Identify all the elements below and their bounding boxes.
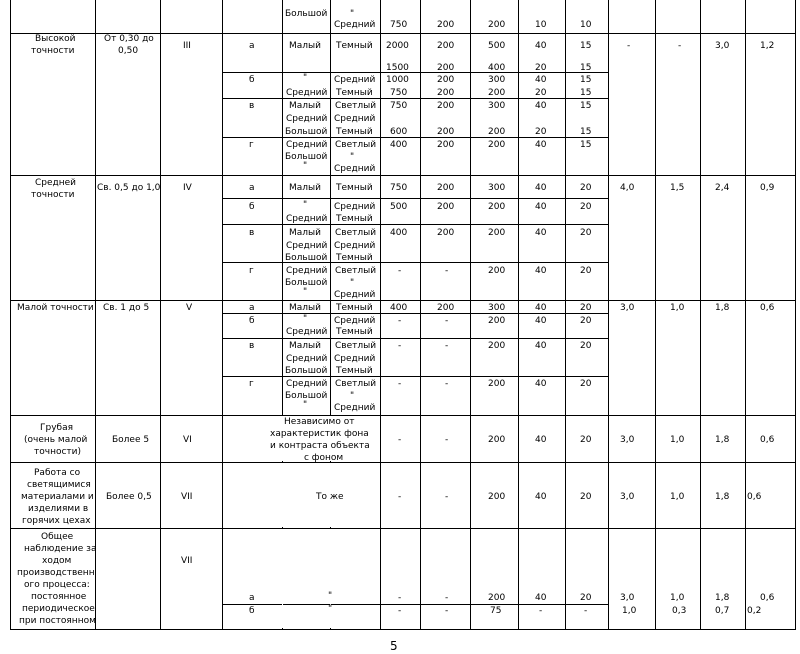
rule-h [10, 629, 796, 630]
table-cell-text: Средний [334, 354, 376, 364]
table-cell-text: 40 [535, 140, 547, 150]
table-cell-text: ого процесса: [24, 580, 90, 590]
rule-h [222, 313, 609, 314]
table-cell-text: 0,2 [747, 606, 762, 616]
table-cell-text: 40 [535, 183, 547, 193]
table-cell-text: 0,6 [760, 435, 775, 445]
table-cell-text: " [303, 161, 308, 171]
table-cell-text: 20 [580, 379, 592, 389]
table-cell-text: 15 [580, 101, 592, 111]
table-cell-text: а [249, 183, 255, 193]
table-cell-text: 20 [580, 202, 592, 212]
table-cell-text: 15 [580, 140, 592, 150]
table-cell-text: 200 [488, 316, 506, 326]
rule-v [380, 0, 381, 630]
table-cell-text: Св. 0,5 до 1,0 [97, 183, 161, 193]
table-cell-text: " [328, 591, 333, 601]
table-cell-text: 3,0 [620, 593, 635, 603]
table-cell-text: 3,0 [620, 303, 635, 313]
table-cell-text: - [398, 266, 402, 276]
rule-v [745, 0, 746, 630]
table-cell-text: 40 [535, 341, 547, 351]
rule-v [795, 0, 796, 630]
table-cell-text: Малый [289, 303, 321, 313]
table-cell-text: 20 [580, 303, 592, 313]
table-cell-text: Средний [334, 202, 376, 212]
table-cell-text: Средний [334, 114, 376, 124]
table-cell-text: " [350, 278, 355, 288]
table-cell-text: и контраста объекта [270, 441, 370, 451]
table-cell-text: 750 [390, 20, 408, 30]
table-cell-text: Большой [285, 278, 328, 288]
table-cell-text: 40 [535, 593, 547, 603]
table-cell-text: 1000 [386, 75, 409, 85]
table-cell-text: 2,4 [715, 183, 730, 193]
table-cell-text: 40 [535, 316, 547, 326]
table-cell-text: 1,2 [760, 41, 775, 51]
table-cell-text: 1,0 [670, 593, 685, 603]
table-cell-text: 200 [488, 202, 506, 212]
table-cell-text: Средний [286, 214, 328, 224]
rule-v [470, 0, 471, 630]
table-cell-text: 200 [488, 593, 506, 603]
table-cell-text: Средний [286, 140, 328, 150]
table-cell-text: 15 [580, 127, 592, 137]
table-cell-text: точности) [34, 447, 82, 457]
table-cell-text: 1500 [386, 63, 409, 73]
table-cell-text: VI [183, 435, 192, 445]
table-cell-text: 400 [488, 63, 506, 73]
table-cell-text: 10 [580, 20, 592, 30]
table-cell-text: 200 [437, 183, 455, 193]
table-cell-text: 300 [488, 303, 506, 313]
table-cell-text: 200 [488, 20, 506, 30]
table-cell-text: 15 [580, 41, 592, 51]
rule-v [518, 0, 519, 630]
table-cell-text: Темный [336, 327, 373, 337]
table-cell-text: Большой [285, 152, 328, 162]
table-cell-text: Большой [285, 253, 328, 263]
table-cell-text: VII [181, 492, 193, 502]
rule-h [222, 198, 609, 199]
table-cell-text: 300 [488, 75, 506, 85]
table-cell-text: 15 [580, 75, 592, 85]
table-cell-text: Общее [41, 532, 74, 542]
table-cell-text: Темный [336, 253, 373, 263]
table-cell-text: Средний [286, 114, 328, 124]
table-cell-text: 750 [390, 88, 408, 98]
table-cell-text: 200 [437, 228, 455, 238]
table-cell-text: Средний [286, 354, 328, 364]
table-cell-text: Малой точности [17, 303, 94, 313]
table-cell-text: Независимо от [284, 417, 355, 427]
table-cell-text: Темный [336, 366, 373, 376]
table-cell-text: Средний [334, 75, 376, 85]
table-cell-text: 40 [535, 435, 547, 445]
table-cell-text: Светлый [335, 228, 377, 238]
table-cell-text: 1,8 [715, 303, 730, 313]
table-cell-text: От 0,30 до [104, 34, 154, 44]
table-cell-text: Более 0,5 [106, 492, 152, 502]
table-cell-text: Большой [285, 366, 328, 376]
table-cell-text: Малый [289, 101, 321, 111]
table-cell-text: 200 [437, 101, 455, 111]
table-cell-text: 200 [488, 127, 506, 137]
table-cell-text: Большой [285, 127, 328, 137]
table-cell-text: 1,8 [715, 435, 730, 445]
table-cell-text: - [678, 41, 682, 51]
table-cell-text: Светлый [335, 101, 377, 111]
table-cell-text: 1,5 [670, 183, 685, 193]
table-cell-text: - [445, 316, 449, 326]
table-cell-text: 300 [488, 183, 506, 193]
table-cell-text: 40 [535, 266, 547, 276]
table-cell-text: 10 [535, 20, 547, 30]
table-cell-text: Грубая [40, 423, 74, 433]
table-cell-text: 20 [580, 492, 592, 502]
rule-h [222, 604, 609, 605]
table-cell-text: характеристик фона [270, 429, 369, 439]
table-cell-text: горячих цехах [22, 516, 91, 526]
table-cell-text: 3,0 [620, 492, 635, 502]
table-cell-text: 15 [580, 63, 592, 73]
table-cell-text: 0,7 [715, 606, 730, 616]
rule-v [420, 0, 421, 630]
rule-h [222, 72, 609, 73]
table-cell-text: 500 [390, 202, 408, 212]
table-cell-text: 1,0 [670, 492, 685, 502]
table-cell-text: 200 [437, 75, 455, 85]
table-cell-text: Высокой [35, 34, 76, 44]
table-cell-text: Малый [289, 183, 321, 193]
rule-v [608, 0, 609, 630]
rule-h [10, 175, 796, 176]
table-cell-text: 0,6 [747, 492, 762, 502]
table-cell-text: 15 [580, 88, 592, 98]
table-cell-text: б [249, 75, 255, 85]
table-cell-text: " [303, 314, 308, 324]
rule-v [700, 0, 701, 630]
table-cell-text: 400 [390, 140, 408, 150]
table-cell-text: 1,8 [715, 492, 730, 502]
table-cell-text: 40 [535, 101, 547, 111]
table-cell-text: Св. 1 до 5 [103, 303, 150, 313]
table-cell-text: Темный [336, 127, 373, 137]
table-cell-text: Средний [334, 241, 376, 251]
table-cell-text: 200 [488, 140, 506, 150]
table-cell-text: Работа со [34, 468, 81, 478]
rule-v [655, 0, 656, 630]
table-cell-text: - [627, 41, 631, 51]
table-cell-text: 20 [580, 183, 592, 193]
table-cell-text: 20 [535, 127, 547, 137]
table-cell-text: 500 [488, 41, 506, 51]
table-cell-text: 20 [535, 63, 547, 73]
table-cell-text: - [445, 606, 449, 616]
table-cell-text: 20 [580, 341, 592, 351]
table-cell-text: Светлый [335, 266, 377, 276]
table-cell-text: 20 [535, 88, 547, 98]
table-cell-text: 40 [535, 228, 547, 238]
table-cell-text: г [249, 140, 254, 150]
table-cell-text: наблюдение за [24, 544, 97, 554]
table-cell-text: - [398, 492, 402, 502]
table-cell-text: 20 [580, 435, 592, 445]
table-cell-text: изделиями в [28, 504, 89, 514]
table-cell-text: Средний [334, 20, 376, 30]
rule-mask [282, 529, 283, 628]
table-cell-text: 750 [390, 183, 408, 193]
table-cell-text: 0,50 [118, 46, 139, 56]
table-cell-text: 20 [580, 316, 592, 326]
table-cell-text: ходом [42, 556, 72, 566]
table-cell-text: - [445, 593, 449, 603]
table-cell-text: То же [316, 492, 344, 502]
table-cell-text: 750 [390, 101, 408, 111]
table-cell-text: точности [31, 46, 75, 56]
table-cell-text: Более 5 [112, 435, 150, 445]
table-cell-text: б [249, 316, 255, 326]
rule-h [222, 262, 609, 263]
table-cell-text: Малый [289, 341, 321, 351]
table-cell-text: 200 [488, 435, 506, 445]
table-cell-text: 0,6 [760, 593, 775, 603]
table-cell-text: 0,3 [672, 606, 687, 616]
table-cell-text: Темный [336, 41, 373, 51]
table-cell-text: 200 [488, 228, 506, 238]
rule-h [10, 300, 796, 301]
table-cell-text: " [303, 287, 308, 297]
table-cell-text: при постоянном [19, 616, 96, 626]
table-cell-text: материалами и [21, 492, 94, 502]
table-cell-text: - [398, 379, 402, 389]
table-cell-text: г [249, 266, 254, 276]
table-cell-text: V [186, 303, 193, 313]
table-cell-text: 600 [390, 127, 408, 137]
table-cell-text: точности [31, 190, 75, 200]
table-cell-text: - [398, 316, 402, 326]
rule-h [222, 338, 609, 339]
table-cell-text: 20 [580, 266, 592, 276]
table-cell-text: " [350, 9, 355, 19]
table-cell-text: Темный [336, 88, 373, 98]
table-cell-text: Большой [285, 391, 328, 401]
table-cell-text: 200 [437, 41, 455, 51]
table-cell-text: - [445, 341, 449, 351]
table-cell-text: 3,0 [715, 41, 730, 51]
table-cell-text: 1,8 [715, 593, 730, 603]
table-cell-text: 3,0 [620, 435, 635, 445]
table-cell-text: а [249, 41, 255, 51]
table-cell-text: Темный [336, 303, 373, 313]
table-cell-text: " [350, 152, 355, 162]
table-cell-text: 1,0 [622, 606, 637, 616]
table-cell-text: светящимися [27, 480, 91, 490]
table-cell-text: - [445, 266, 449, 276]
table-cell-text: 20 [580, 593, 592, 603]
table-cell-text: 200 [437, 88, 455, 98]
rule-mask [282, 463, 283, 527]
table-cell-text: 200 [488, 266, 506, 276]
rule-h [10, 528, 796, 529]
rule-h [10, 415, 796, 416]
table-cell-text: Темный [336, 214, 373, 224]
table-cell-text: Средний [286, 88, 328, 98]
table-cell-text: 40 [535, 41, 547, 51]
rule-v [222, 0, 223, 630]
table-cell-text: Темный [336, 183, 373, 193]
table-cell-text: в [249, 101, 255, 111]
table-cell-text: 300 [488, 101, 506, 111]
table-cell-text: 200 [488, 341, 506, 351]
table-cell-text: Светлый [335, 379, 377, 389]
table-cell-text: Средний [286, 266, 328, 276]
table-cell-text: б [249, 606, 255, 616]
table-cell-text: Средний [286, 327, 328, 337]
table-cell-text: с фоном [304, 453, 344, 463]
table-cell-text: " [303, 400, 308, 410]
table-cell-text: VII [181, 556, 193, 566]
table-cell-text: 200 [437, 202, 455, 212]
table-cell-text: 40 [535, 379, 547, 389]
table-cell-text: - [445, 492, 449, 502]
table-cell-text: 2000 [386, 41, 409, 51]
table-cell-text: 200 [488, 379, 506, 389]
rule-v [565, 0, 566, 630]
table-cell-text: Малый [289, 228, 321, 238]
table-cell-text: (очень малой [24, 435, 88, 445]
table-cell-text: " [328, 604, 333, 614]
table-cell-text: - [398, 593, 402, 603]
table-cell-text: Средний [334, 403, 376, 413]
rule-v [95, 0, 96, 630]
rule-v [10, 0, 11, 630]
table-cell-text: б [249, 202, 255, 212]
table-cell-text: " [350, 391, 355, 401]
table-cell-text: 40 [535, 492, 547, 502]
rule-v [160, 0, 161, 630]
table-cell-text: постоянное [31, 592, 87, 602]
table-cell-text: - [584, 606, 588, 616]
table-cell-text: 200 [488, 88, 506, 98]
table-cell-text: 200 [437, 140, 455, 150]
table-cell-text: в [249, 228, 255, 238]
table-cell-text: - [539, 606, 543, 616]
table-cell-text: 0,9 [760, 183, 775, 193]
table-cell-text: а [249, 593, 255, 603]
table-cell-text: IV [183, 183, 192, 193]
table-cell-text: 40 [535, 202, 547, 212]
table-cell-text: 20 [580, 228, 592, 238]
table-cell-text: 200 [437, 63, 455, 73]
table-cell-text: 200 [437, 303, 455, 313]
table-cell-text: - [398, 606, 402, 616]
rule-h [222, 376, 609, 377]
table-cell-text: Средний [286, 379, 328, 389]
table-cell-text: 1,0 [670, 303, 685, 313]
table-cell-text: 40 [535, 75, 547, 85]
table-cell-text: периодическое [22, 604, 95, 614]
table-cell-text: 400 [390, 303, 408, 313]
table-cell-text: 0,6 [760, 303, 775, 313]
table-cell-text: 200 [437, 20, 455, 30]
table-cell-text: - [445, 435, 449, 445]
rule-h [222, 98, 609, 99]
table-cell-text: 40 [535, 303, 547, 313]
table-cell-text: 75 [490, 606, 502, 616]
rule-h [10, 462, 796, 463]
table-cell-text: - [445, 379, 449, 389]
rule-h [222, 224, 609, 225]
table-cell-text: производственн [17, 568, 95, 578]
table-cell-text: г [249, 379, 254, 389]
table-cell-text: Средний [334, 164, 376, 174]
table-cell-text: Средний [334, 316, 376, 326]
table-cell-text: - [398, 341, 402, 351]
table-cell-text: Светлый [335, 341, 377, 351]
table-cell-text: " [303, 200, 308, 210]
table-cell-text: а [249, 303, 255, 313]
table-cell-text: Большой [285, 9, 328, 19]
table-cell-text: 4,0 [620, 183, 635, 193]
rule-h [222, 137, 609, 138]
table-cell-text: Средний [334, 290, 376, 300]
table-cell-text: 400 [390, 228, 408, 238]
table-cell-text: в [249, 341, 255, 351]
table-cell-text: 1,0 [670, 435, 685, 445]
page-number: 5 [390, 639, 398, 653]
table-cell-text: " [303, 73, 308, 83]
table-cell-text: III [183, 41, 191, 51]
table-cell-text: Светлый [335, 140, 377, 150]
table-cell-text: 200 [437, 127, 455, 137]
table-cell-text: Средний [286, 241, 328, 251]
table-cell-text: - [398, 435, 402, 445]
table-cell-text: Средней [35, 178, 77, 188]
table-cell-text: Малый [289, 41, 321, 51]
table-cell-text: 200 [488, 492, 506, 502]
